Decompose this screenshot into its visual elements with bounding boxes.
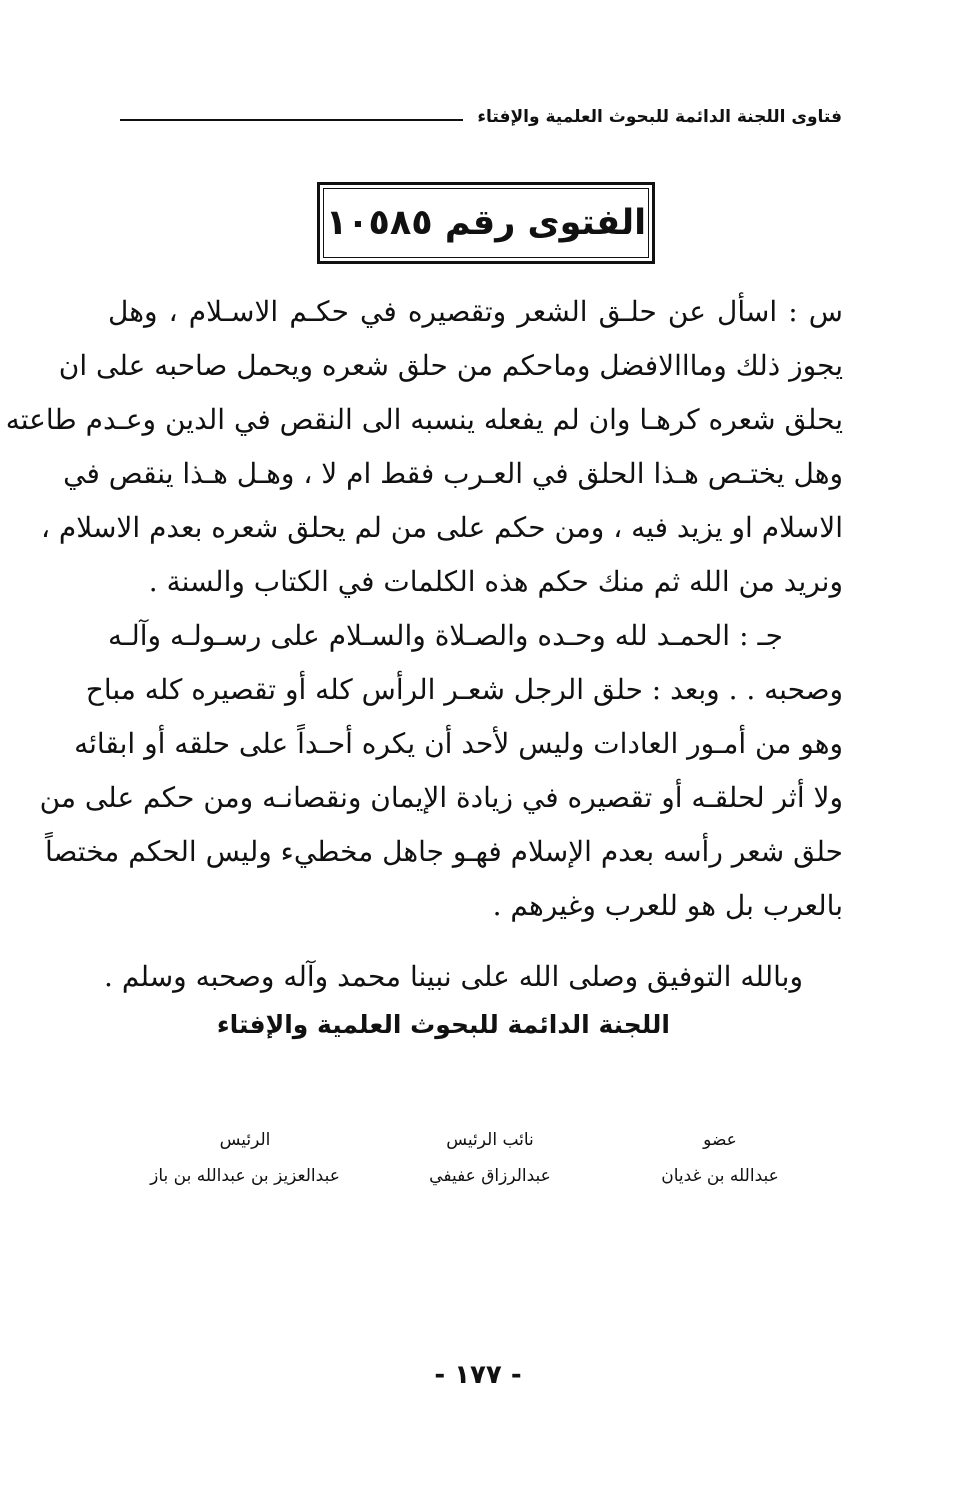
signatory-role: نائب الرئيس	[446, 1130, 534, 1150]
question-line: يحلق شعره كرهـا وان لم يفعله ينسبه الى النقص في الدين وعـدم طاعته	[5, 403, 843, 436]
signatory-role: عضو	[703, 1130, 737, 1150]
question-line: يجوز ذلك ومااالافضل وماحكم من حلق شعره ويحمل صاحبه على ان	[58, 349, 843, 382]
signatory-vice-president	[390, 1122, 590, 1194]
fatwa-title-box	[317, 182, 655, 264]
running-header	[120, 102, 842, 132]
answer-line: جـ : الحمـد لله وحـده والصـلاة والسـلام على رسـولـه وآلـه	[108, 619, 783, 652]
page-number: - ١٧٧ -	[434, 1360, 522, 1390]
closing-greeting: وبالله التوفيق وصلى الله على نبينا محمد وآله وصحبه وسلم .	[104, 960, 803, 993]
question-line: الاسلام او يزيد فيه ، ومن حكم على من لم يحلق شعره بعدم الاسلام ،	[40, 511, 843, 544]
answer-line: بالعرب بل هو للعرب وغيرهم .	[492, 889, 843, 922]
question-line: وهل يختـص هـذا الحلق في العـرب فقط ام لا ، وهـل هـذا ينقص في	[63, 457, 843, 490]
answer-line: ولا أثر لحلقـه أو تقصيره في زيادة الإيمان ونقصانـه ومن حكم على من	[39, 781, 843, 814]
answer-line: وهو من أمـور العادات وليس لأحد أن يكره أحـداً على حلقه أو ابقائه	[74, 727, 843, 760]
fatwa-title: الفتوى رقم ١٠٥٨٥	[325, 203, 647, 243]
answer-line: حلق شعر رأسه بعدم الإسلام فهـو جاهل مخطيء وليس الحكم مختصاً	[44, 835, 843, 868]
signatory-name: عبدالعزيز بن عبدالله بن باز	[150, 1166, 340, 1186]
signatory-name: عبدالله بن غديان	[661, 1166, 779, 1186]
running-header-title: فتاوى اللجنة الدائمة للبحوث العلمية والإفتاء	[477, 107, 842, 127]
answer-line: وصحبه . . وبعد : حلق الرجل شعـر الرأس كله أو تقصيره كله مباح	[85, 673, 843, 706]
signatory-role: الرئيس	[219, 1130, 271, 1150]
signatory-name: عبدالرزاق عفيفي	[429, 1166, 551, 1186]
committee-name: اللجنة الدائمة للبحوث العلمية والإفتاء	[216, 1010, 670, 1039]
closing-block	[104, 950, 843, 1004]
question-line: س : اسأل عن حلـق الشعر وتقصيره في حكـم الاسـلام ، وهل	[108, 295, 843, 328]
signatory-president	[120, 1122, 370, 1194]
signatory-member	[620, 1122, 820, 1194]
question-line: ونريد من الله ثم منك حكم هذه الكلمات في الكتاب والسنة .	[148, 565, 843, 598]
header-rule	[120, 119, 463, 121]
fatwa-body	[5, 285, 843, 933]
